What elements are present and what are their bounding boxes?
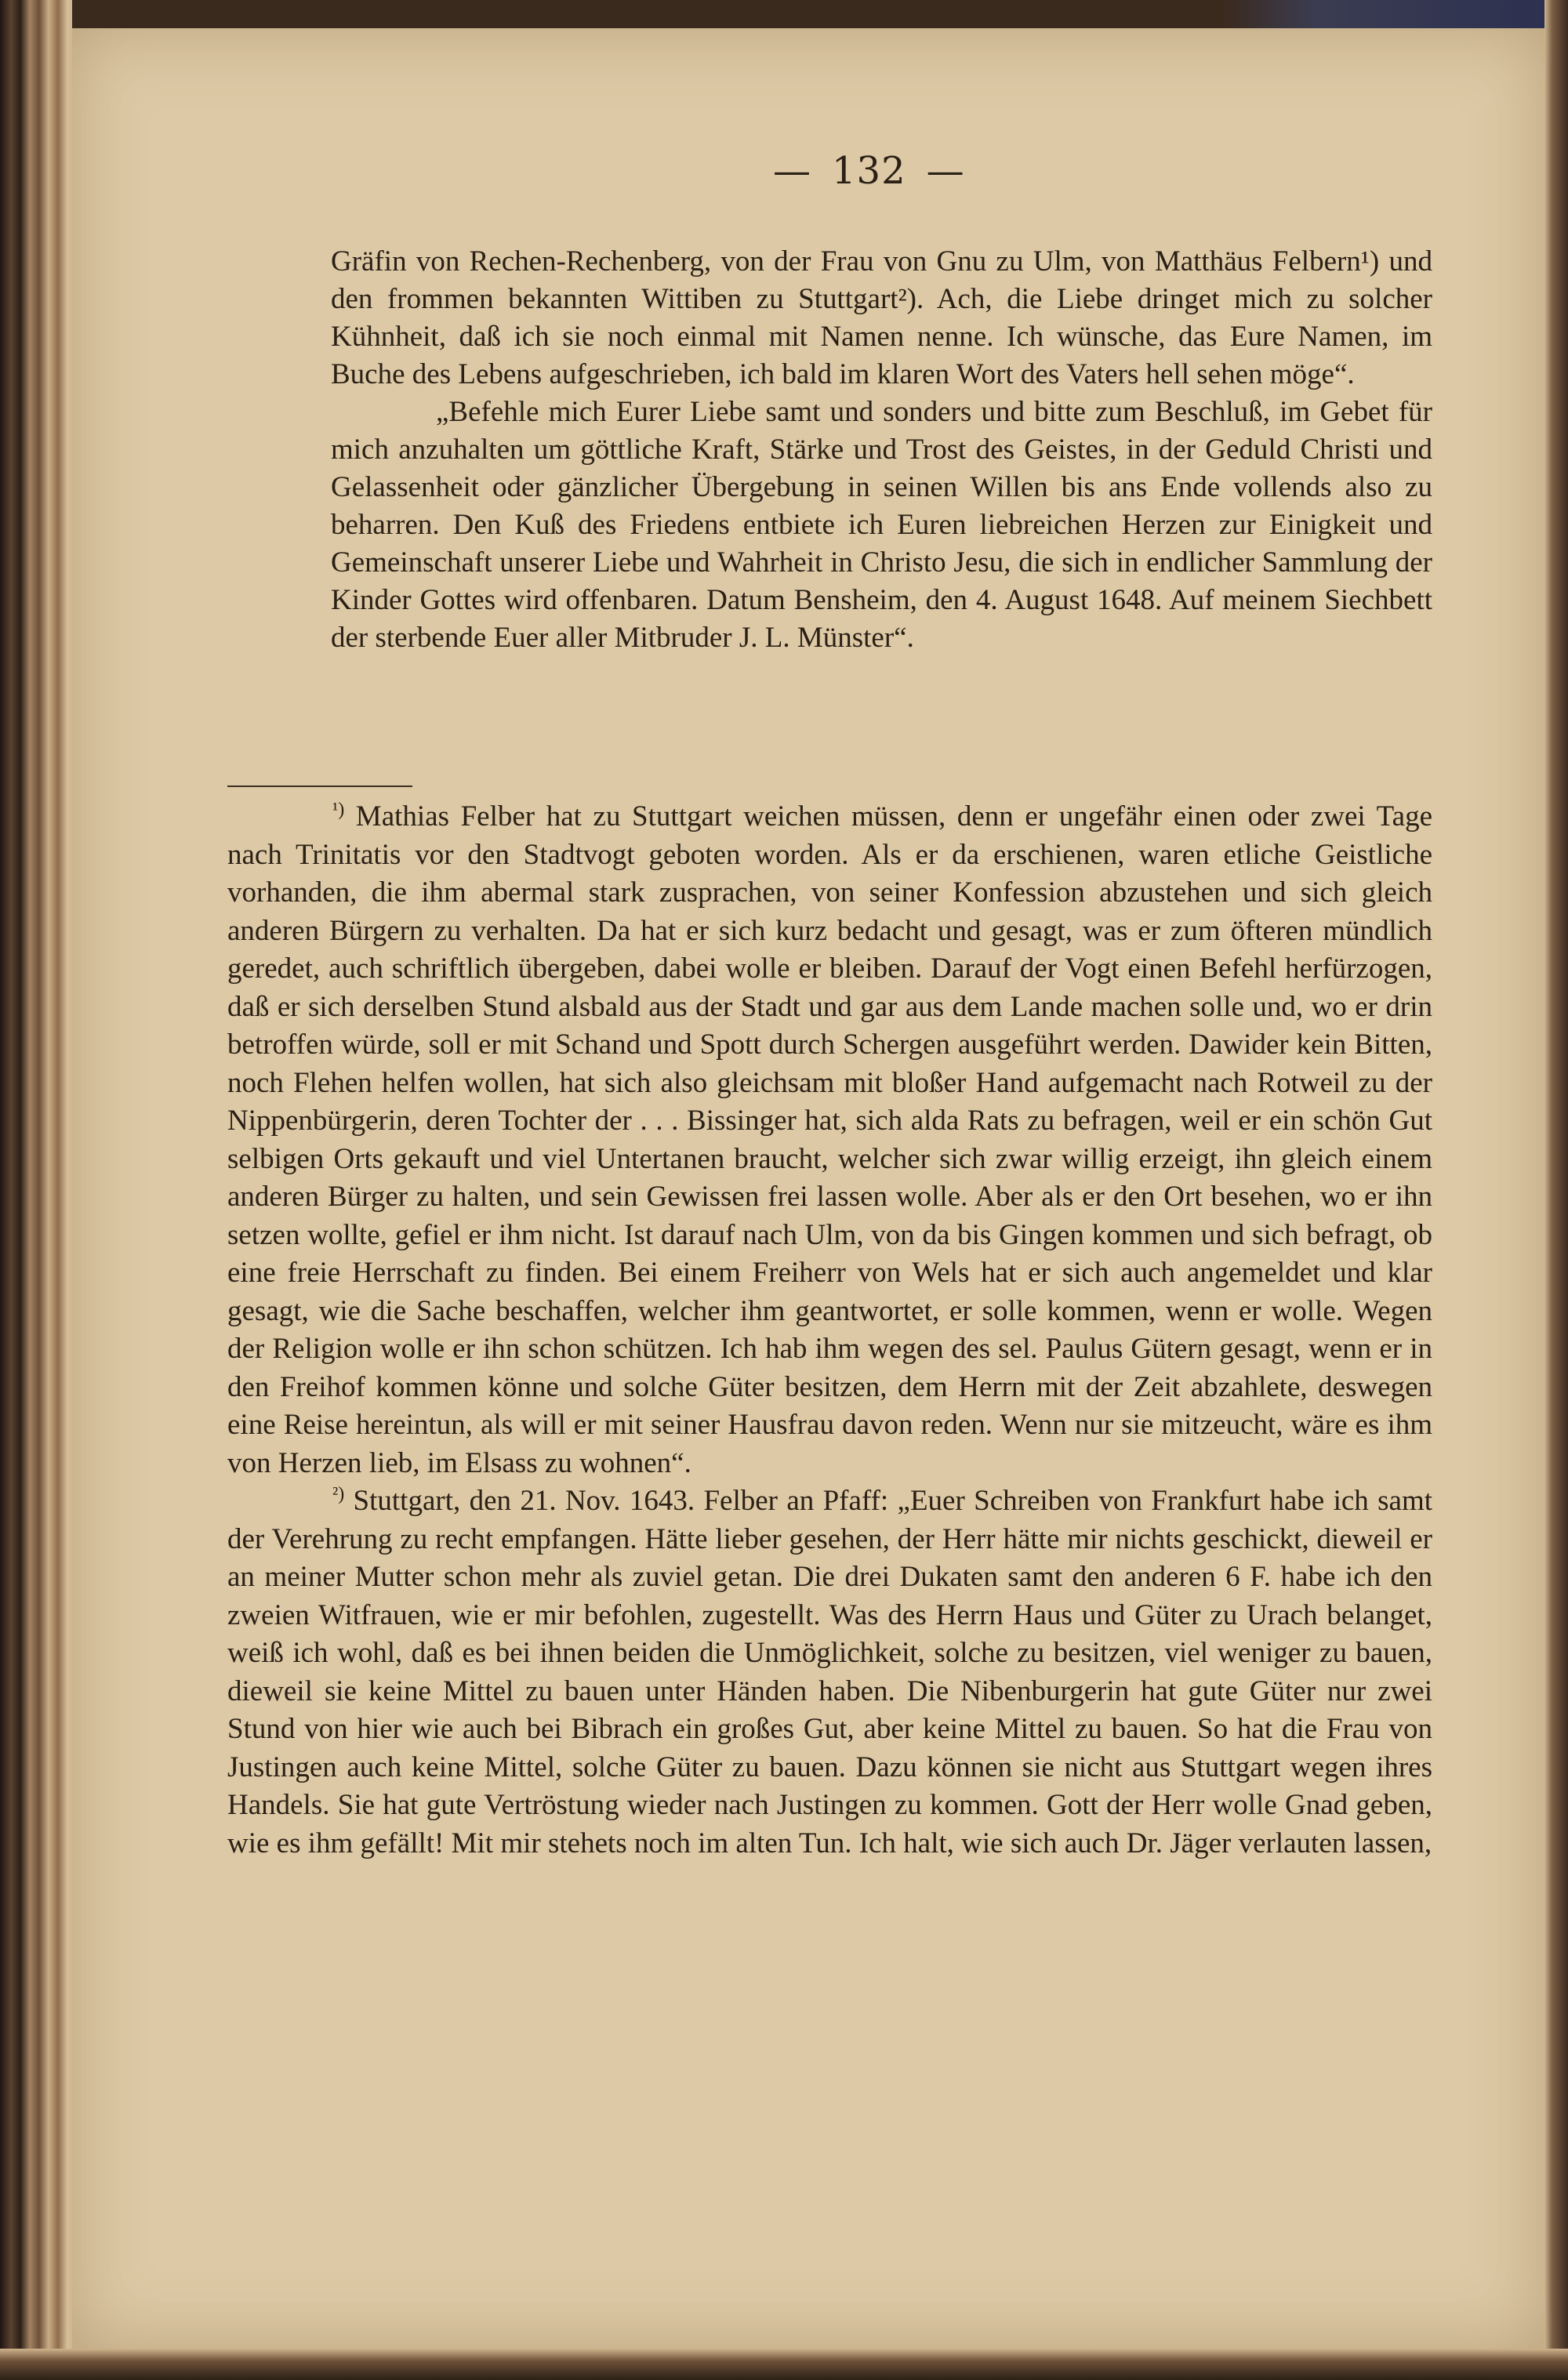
book-binding-edge-right <box>1544 0 1568 2380</box>
footnote-1 <box>227 798 1432 1482</box>
book-binding-edge-left <box>0 0 72 2380</box>
footnotes <box>227 798 1432 1863</box>
footnote-1-text: Mathias Felber hat zu Stuttgart weichen müssen, denn er ungefähr einen oder zwei Tage nach Trinitatis vor den Stadtvogt geboten worden. Als er da erschienen, waren etliche Geistliche vorhanden, die ihm abermal stark zusprachen, von seiner Konfession abzustehen und sich gleich anderen Bürgern zu verhalten. Da hat er sich kurz bedacht und gesagt, was er zum öfteren mündlich geredet, auch schriftlich übergeben, dabei wolle er bleiben. Darauf der Vogt einen Befehl herfürzogen, daß er sich derselben Stund alsbald aus der Stadt und gar aus dem Lande machen solle und, wo er drin betroffen würde, soll er mit Schand und Spott durch Schergen ausgeführt werden. Dawider kein Bitten, noch Flehen helfen wollen, hat sich also gleichsam mit bloßer Hand aufgemacht nach Rotweil zu der Nippenbürgerin, deren Tochter der . . . Bissinger hat, sich alda Rats zu befragen, weil er ein schön Gut selbigen Orts gekauft und viel Untertanen braucht, welcher sich zwar willig erzeigt, ihn gleich einem anderen Bürger zu halten, und sein Gewissen frei lassen wolle. Aber als er den Ort besehen, wo er ihn setzen wollte, gefiel er ihm nicht. Ist darauf nach Ulm, von da bis Gingen kommen und sich befragt, ob eine freie Herrschaft zu finden. Bei einem Freiherr von Wels hat er sich auch angemeldet und klar gesagt, wie die Sache beschaffen, welcher ihm geantwortet, er solle kommen, wenn er wolle. Wegen der Religion wolle er ihn schon schützen. Ich hab ihm wegen des sel. Paulus Gütern gesagt, wenn er in den Freihof kommen könne und solche Güter besitzen, dem Herrn mit der Zeit abzahlete, deswegen eine Reise hereintun, als will er mit seiner Hausfrau davon reden. Wenn nur sie mitzeucht, wäre es ihm von Herzen lieb, im Elsass zu wohnen“. <box>227 800 1432 1479</box>
footnote-2-marker: ²) <box>332 1484 345 1504</box>
footnote-2-text: Stuttgart, den 21. Nov. 1643. Felber an Pfaff: „Euer Schreiben von Frankfurt habe ich samt der Verehrung zu recht empfangen. Hätte lieber gesehen, der Herr hätte mir nichts geschickt, dieweil er an meiner Mutter schon mehr als zuviel getan. Die drei Dukaten samt den anderen 6 F. habe ich den zweien Witfrauen, wie er mir befohlen, zugestellt. Was des Herrn Haus und Güter zu Urach belanget, weiß ich wohl, daß es bei ihnen beiden die Unmöglichkeit, solche zu besitzen, viel weniger zu bauen, dieweil sie keine Mittel zu bauen unter Händen haben. Die Nibenburgerin hat gute Güter nur zwei Stund von hier wie auch bei Bibrach ein großes Gut, aber keine Mittel zu bauen. So hat die Frau von Justingen auch keine Mittel, solche Güter zu bauen. Dazu können sie nicht aus Stuttgart wegen ihres Handels. Sie hat gute Vertröstung wieder nach Justingen zu kommen. Gott der Herr wolle Gnad geben, wie es ihm gefällt! Mit mir stehets noch im alten Tun. Ich halt, wie sich auch Dr. Jäger verlauten lassen, <box>227 1485 1433 1859</box>
page-number-dash-left: — <box>773 149 811 193</box>
book-cover-edge-top <box>1223 0 1568 31</box>
footnote-1-marker: ¹) <box>332 800 345 820</box>
footnote-2 <box>227 1482 1432 1863</box>
page-number-value: 132 <box>832 149 906 193</box>
main-text <box>331 243 1432 657</box>
body-paragraph-2: „Befehle mich Eurer Liebe samt und sonders und bitte zum Beschluß, im Gebet für mich anzuhalten um göttliche Kraft, Stärke und Trost des Geistes, in der Geduld Christi und Gelassenheit oder gänzlicher Übergebung in seinen Willen bis ans Ende vollends also zu beharren. Den Kuß des Friedens entbiete ich Euren liebreichen Herzen zur Einigkeit und Gemeinschaft unserer Liebe und Wahrheit in Christo Jesu, die sich in endlicher Sammlung der Kinder Gottes wird offenbaren. Datum Bensheim, den 4. August 1648. Auf meinem Siechbett der sterbende Euer aller Mitbruder J. L. Münster“. <box>331 396 1432 654</box>
book-binding-edge-bottom <box>0 2349 1568 2380</box>
page-number-dash-right: — <box>926 149 965 193</box>
footnote-separator-rule <box>227 785 412 787</box>
body-paragraph-1: Gräfin von Rechen-Rechenberg, von der Frau von Gnu zu Ulm, von Matthäus Felbern¹) und den frommen bekannten Wittiben zu Stuttgart²). Ach, die Liebe dringet mich zu solcher Kühnheit, daß ich sie noch einmal mit Namen nenne. Ich wünsche, das Eure Namen, im Buche des Lebens aufgeschrieben, ich bald im klaren Wort des Vaters hell sehen möge“. <box>331 245 1432 390</box>
page-number <box>753 149 985 193</box>
